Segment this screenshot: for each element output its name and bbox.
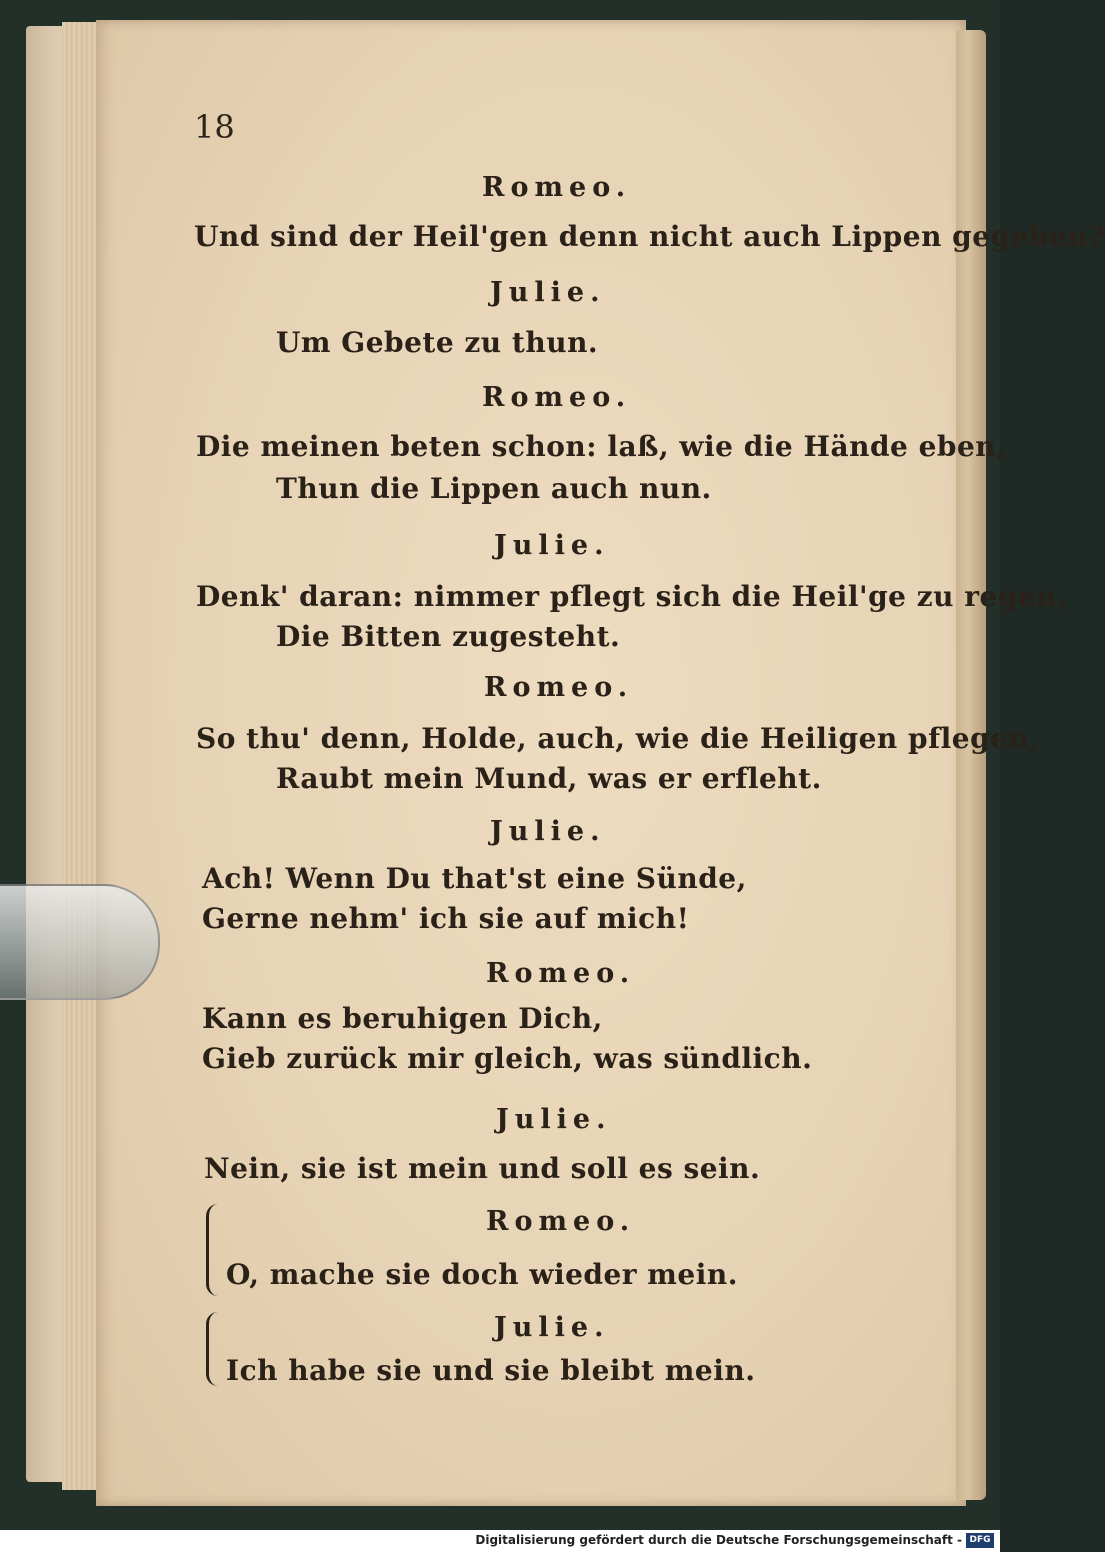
verse-line: Und sind der Heil'gen denn nicht auch Lippen gegeben? [194, 220, 1105, 253]
verse-line: Kann es beruhigen Dich, [202, 1002, 603, 1035]
verse-line: Ach! Wenn Du that'st eine Sünde, [202, 862, 747, 895]
verse-line: Raubt mein Mund, was er erfleht. [276, 762, 822, 795]
speaker-heading: Julie. [494, 530, 610, 561]
speaker-heading: Romeo. [482, 172, 632, 203]
page-clip [0, 884, 160, 1000]
speaker-heading: Julie. [496, 1104, 612, 1135]
verse-line: Die meinen beten schon: laß, wie die Hände eben, [196, 430, 1007, 463]
speaker-heading: Romeo. [484, 672, 634, 703]
brace-bracket [206, 1204, 223, 1296]
speaker-heading: Julie. [490, 277, 606, 308]
speaker-heading: Julie. [494, 1312, 610, 1343]
speaker-heading: Romeo. [482, 382, 632, 413]
speaker-heading: Romeo. [486, 1206, 636, 1237]
verse-line: So thu' denn, Holde, auch, wie die Heiligen pflegen, [196, 722, 1040, 755]
verse-line: Um Gebete zu thun. [276, 326, 599, 359]
verse-line: Gieb zurück mir gleich, was sündlich. [202, 1042, 813, 1075]
footer-credit: Digitalisierung gefördert durch die Deutsche Forschungsgemeinschaft - [475, 1533, 962, 1547]
verse-line: Die Bitten zugesteht. [276, 620, 621, 653]
verse-line: Denk' daran: nimmer pflegt sich die Heil'ge zu regen, [196, 580, 1068, 613]
brace-bracket [206, 1312, 223, 1386]
page-number: 18 [194, 108, 235, 146]
speaker-heading: Julie. [490, 816, 606, 847]
verse-line: Ich habe sie und sie bleibt mein. [226, 1354, 756, 1387]
speaker-heading: Romeo. [486, 958, 636, 989]
dfg-logo-icon: DFG [966, 1533, 994, 1548]
verse-line: Thun die Lippen auch nun. [276, 472, 712, 505]
verse-line: Gerne nehm' ich sie auf mich! [202, 902, 690, 935]
footer-bar [0, 1530, 1000, 1552]
verse-line: Nein, sie ist mein und soll es sein. [204, 1152, 761, 1185]
verse-line: O, mache sie doch wieder mein. [226, 1258, 738, 1291]
